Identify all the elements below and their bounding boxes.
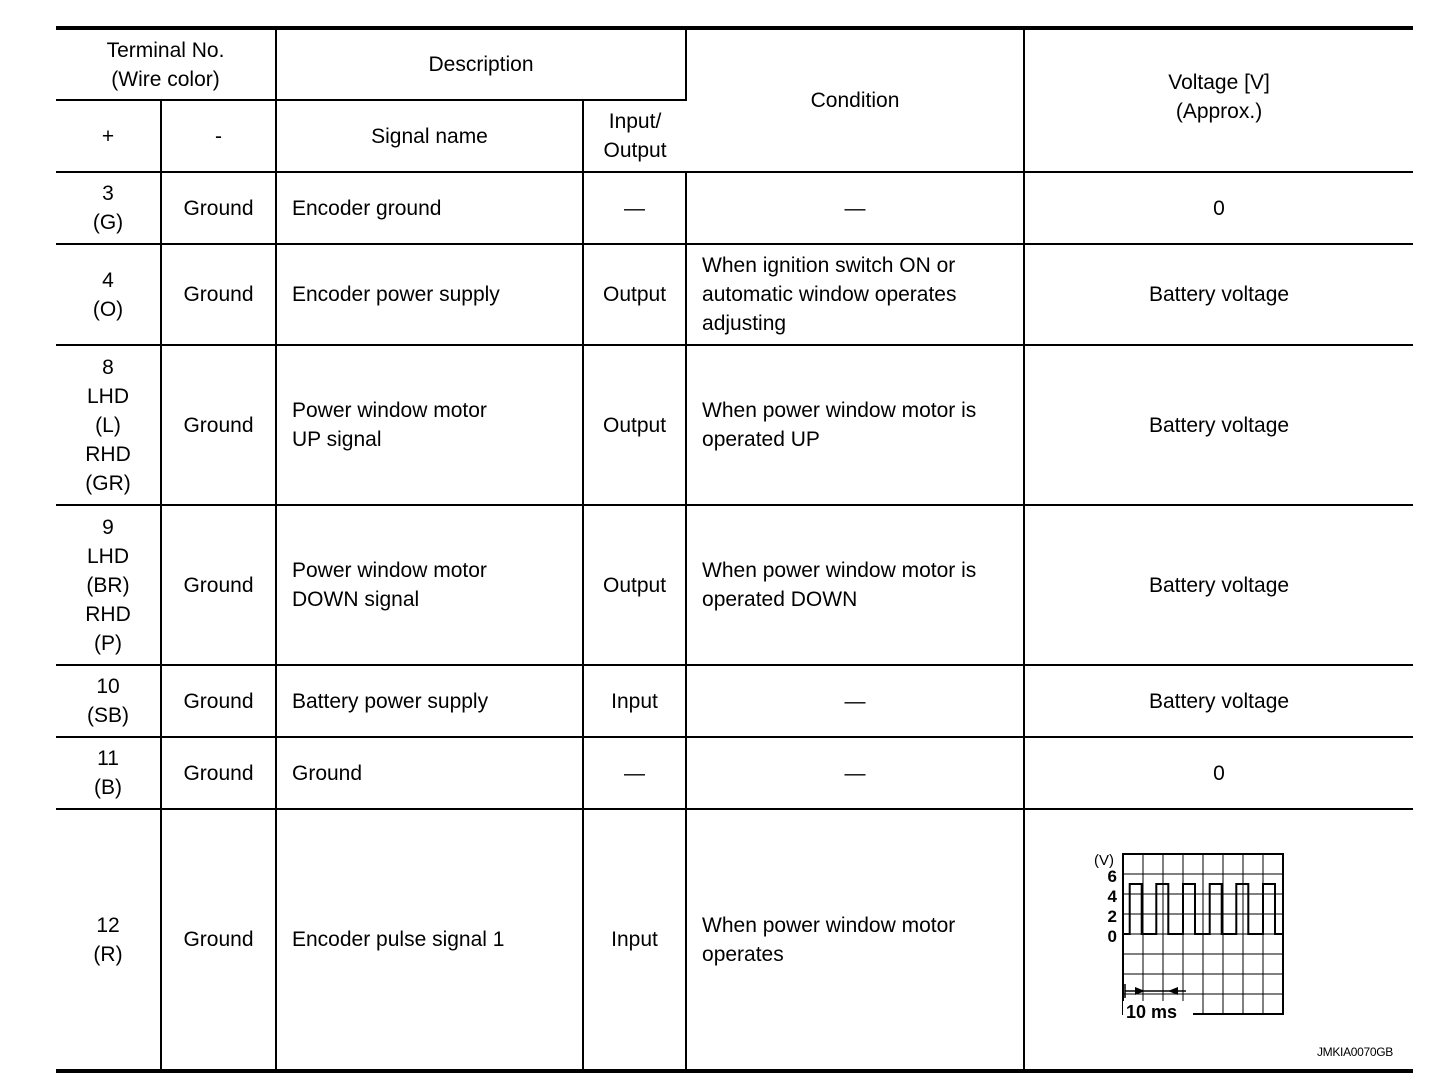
terminal-minus: Ground [161,737,276,809]
waveform-unit-label: (V) [1094,852,1115,869]
input-output: Output [583,505,686,665]
input-output: Input [583,665,686,737]
header-minus: - [161,100,276,172]
terminal-plus: 11 (B) [56,737,161,809]
table-row [56,345,1413,505]
time-base-label: 10 ms [1126,1002,1178,1022]
terminal-minus: Ground [161,809,276,1071]
header-input-output: Input/ Output [583,100,686,172]
condition: When power window motor is operated DOWN [686,505,1024,665]
condition: When power window motor is operated UP [686,345,1024,505]
y-tick-label: 6 [1107,867,1118,886]
table-row [56,809,1413,1071]
terminal-plus: 8 LHD (L) RHD (GR) [56,345,161,505]
condition: — [686,665,1024,737]
reference-code: JMKIA0070GB [1316,1045,1394,1059]
input-output: Input [583,809,686,1071]
condition: When ignition switch ON or automatic window operates adjusting [686,244,1024,345]
terminal-minus: Ground [161,505,276,665]
signal-name: Encoder pulse signal 1 [276,809,583,1071]
terminal-minus: Ground [161,244,276,345]
terminal-plus: 3 (G) [56,172,161,244]
signal-name: Power window motor DOWN signal [276,505,583,665]
encoder-pulse-waveform [1094,852,1307,1023]
header-plus: + [56,100,161,172]
voltage: 0 [1024,172,1413,244]
input-output: — [583,172,686,244]
terminal-plus: 10 (SB) [56,665,161,737]
signal-name: Battery power supply [276,665,583,737]
voltage: Battery voltage [1024,345,1413,505]
table-row [56,172,1413,244]
voltage: 0 [1024,737,1413,809]
voltage: Battery voltage [1024,505,1413,665]
voltage: Battery voltage [1024,665,1413,737]
header-description: Description [276,28,686,100]
terminal-minus: Ground [161,345,276,505]
terminal-minus: Ground [161,665,276,737]
terminal-minus: Ground [161,172,276,244]
y-tick-label: 2 [1107,907,1118,926]
condition: — [686,737,1024,809]
header-terminal-no: Terminal No. (Wire color) [56,28,276,100]
voltage-waveform-cell [1024,809,1413,1071]
y-tick-label: 0 [1107,927,1118,946]
signal-name: Encoder ground [276,172,583,244]
terminal-spec-table [56,26,1413,1073]
table-row [56,505,1413,665]
voltage: Battery voltage [1024,244,1413,345]
time-base-marker [1125,984,1186,998]
signal-name: Power window motor UP signal [276,345,583,505]
y-tick-label: 4 [1107,887,1118,906]
condition: When power window motor operates [686,809,1024,1071]
terminal-plus: 12 (R) [56,809,161,1071]
table-row [56,244,1413,345]
signal-name: Ground [276,737,583,809]
terminal-plus: 4 (O) [56,244,161,345]
table-row [56,665,1413,737]
header-signal-name: Signal name [276,100,583,172]
input-output: Output [583,345,686,505]
input-output: — [583,737,686,809]
input-output: Output [583,244,686,345]
terminal-plus: 9 LHD (BR) RHD (P) [56,505,161,665]
condition: — [686,172,1024,244]
table-row [56,737,1413,809]
header-condition: Condition [686,28,1024,172]
signal-name: Encoder power supply [276,244,583,345]
header-voltage: Voltage [V] (Approx.) [1024,28,1413,172]
